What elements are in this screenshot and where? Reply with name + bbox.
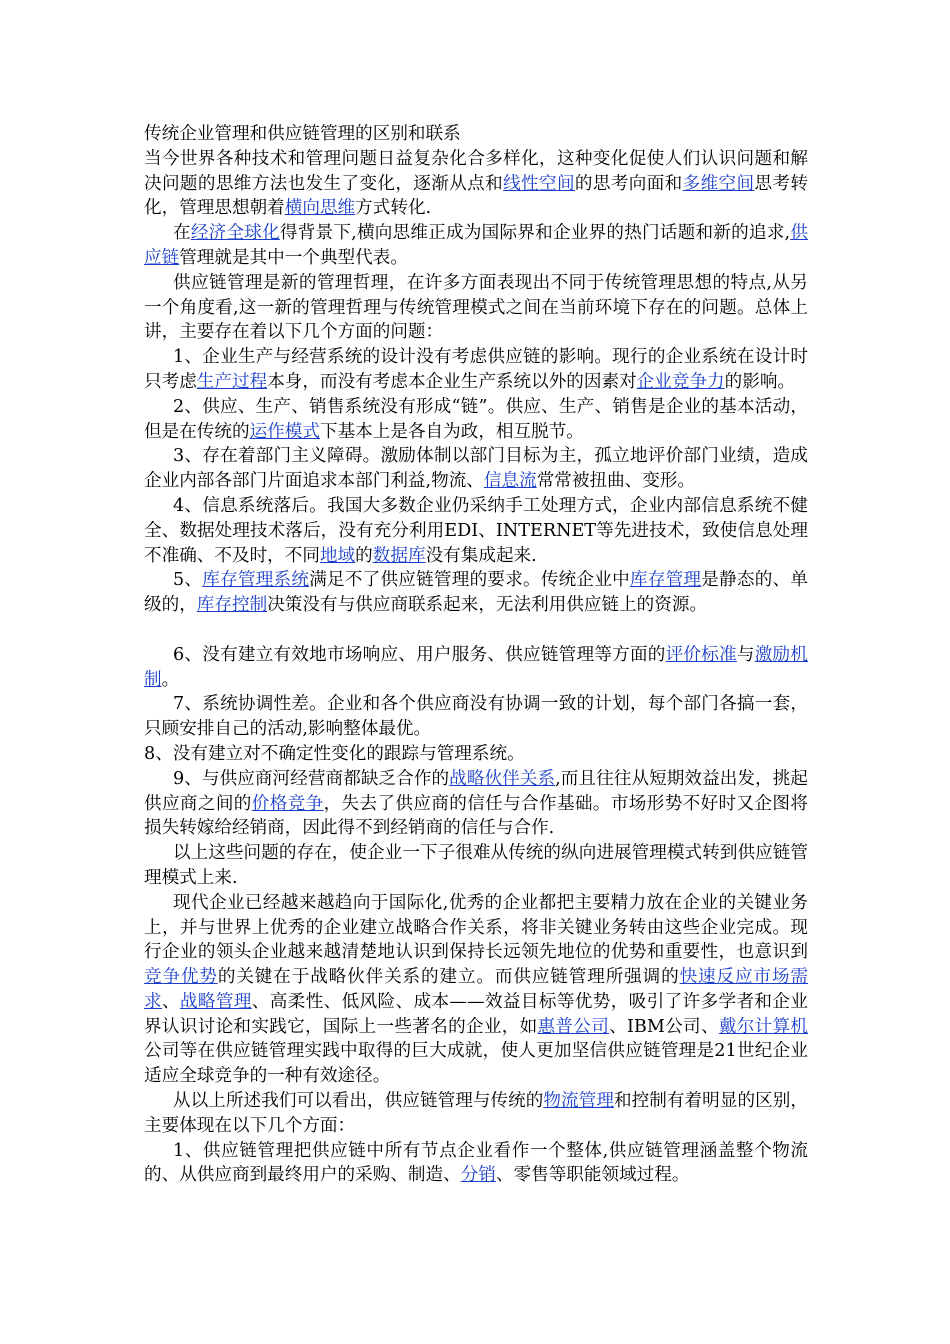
document-body bbox=[144, 122, 808, 1188]
paragraph-text: 3、存在着部门主义障碍。激励体制以部门目标为主，孤立地评价部门业绩，造成企业内部各部门片面追求本部门利益,物流、 bbox=[144, 446, 808, 492]
paragraph bbox=[144, 692, 808, 742]
paragraph-text: 的影响。 bbox=[724, 371, 796, 392]
paragraph bbox=[144, 742, 808, 767]
paragraph bbox=[144, 767, 808, 841]
paragraph bbox=[144, 891, 808, 1089]
paragraph-text: 4、信息系统落后。我国大多数企业仍采纳手工处理方式，企业内部信息系统不健全、数据处理技术落后，没有充分利用EDI、INTERNET等先进技术，致使信息处理不准确、不及时，不同 bbox=[144, 495, 808, 566]
hyperlink[interactable]: 战略管理 bbox=[179, 991, 252, 1012]
paragraph-text: 满足不了供应链管理的要求。传统企业中 bbox=[309, 570, 630, 591]
paragraph bbox=[144, 271, 808, 345]
paragraph bbox=[144, 147, 808, 221]
hyperlink[interactable]: 多维空间 bbox=[682, 173, 755, 194]
paragraph-text: 8、没有建立对不确定性变化的跟踪与管理系统。 bbox=[144, 743, 525, 764]
hyperlink[interactable]: 戴尔计算机 bbox=[718, 1016, 808, 1037]
paragraph-text: 和控制有着明显的区别，主要体现在以下几个方面： bbox=[144, 1091, 808, 1136]
paragraph bbox=[144, 395, 808, 445]
paragraph-text: ，失去了供应商的信任与合作基础。市场形势不好时又企图将损失转嫁给经销商，因此得不到经销商的信任与合作. bbox=[144, 793, 808, 839]
hyperlink[interactable]: 快速反应市场需求 bbox=[144, 967, 808, 1012]
hyperlink[interactable]: 激励机制 bbox=[144, 644, 808, 690]
paragraph-text: 供应链管理是新的管理哲理，在许多方面表现出不同于传统管理思想的特点,从另一个角度看,这一新的管理哲理与传统管理模式之间在当前环境下存在的问题。总体上讲，主要存在着以下几个方面的问题： bbox=[144, 272, 808, 343]
hyperlink[interactable]: 评价标准 bbox=[665, 644, 737, 665]
paragraph bbox=[144, 444, 808, 494]
paragraph-text: 6、没有建立有效地市场响应、用户服务、供应链管理等方面的 bbox=[173, 644, 666, 665]
paragraph-text: 的思考向面和 bbox=[574, 173, 683, 194]
document-title: 传统企业管理和供应链管理的区别和联系 bbox=[144, 124, 461, 144]
paragraph-text: 与 bbox=[736, 644, 755, 665]
hyperlink[interactable]: 地域 bbox=[319, 545, 356, 566]
paragraph-text: 公司等在供应链管理实践中取得的巨大成就，使人更加坚信供应链管理是21世纪企业适应全球竞争的一种有效途径。 bbox=[144, 1041, 808, 1087]
paragraph-text: 以上这些问题的存在，使企业一下子很难从传统的纵向进展管理模式转到供应链管理模式上来. bbox=[144, 843, 808, 888]
hyperlink[interactable]: 信息流 bbox=[483, 471, 537, 492]
hyperlink[interactable]: 线性空间 bbox=[503, 173, 575, 194]
paragraph-text: 本身，而没有考虑本企业生产系统以外的因素对 bbox=[267, 371, 637, 392]
hyperlink[interactable]: 库存管理系统 bbox=[202, 570, 310, 591]
paragraph-text: 从以上所述我们可以看出，供应链管理与传统的 bbox=[173, 1091, 544, 1112]
paragraph-text: 在 bbox=[173, 223, 191, 244]
paragraph-text: 思考转化，管理思想朝着 bbox=[144, 173, 808, 219]
paragraph-text: 、零售等职能领域过程。 bbox=[495, 1165, 690, 1186]
blank-line bbox=[144, 618, 808, 643]
hyperlink[interactable]: 经济全球化 bbox=[190, 223, 280, 244]
hyperlink[interactable]: 惠普公司 bbox=[537, 1016, 610, 1037]
paragraph-list bbox=[144, 147, 808, 1188]
paragraph-text: 1、供应链管理把供应链中所有节点企业看作一个整体,供应链管理涵盖整个物流的、从供应商到最终用户的采购、制造、 bbox=[144, 1140, 808, 1186]
hyperlink[interactable]: 供应链 bbox=[144, 223, 808, 268]
paragraph-text: 当今世界各种技术和管理问题日益复杂化合多样化，这种变化促使人们认识问题和解决问题的思维方法也发生了变化，逐渐从点和 bbox=[144, 148, 808, 194]
paragraph bbox=[144, 568, 808, 618]
paragraph-text: 9、与供应商河经营商都缺乏合作的 bbox=[173, 768, 450, 789]
paragraph-text: 的关键在于战略伙伴关系的建立。而供应链管理所强调的 bbox=[217, 967, 680, 988]
hyperlink[interactable]: 竞争优势 bbox=[144, 967, 218, 988]
paragraph-text: 的 bbox=[355, 545, 373, 566]
hyperlink[interactable]: 分销 bbox=[460, 1165, 496, 1186]
paragraph-text: 、高柔性、低风险、成本——效益目标等优势，吸引了许多学者和企业界认识讨论和实践它，国际上一些著名的企业，如 bbox=[144, 991, 808, 1037]
hyperlink[interactable]: 企业竞争力 bbox=[636, 371, 725, 392]
paragraph-text: 1、企业生产与经营系统的设计没有考虑供应链的影响。现行的企业系统在设计时只考虑 bbox=[144, 347, 808, 392]
hyperlink[interactable]: 数据库 bbox=[372, 545, 426, 566]
paragraph-text: ,而且往往从短期效益出发，挑起供应商之间的 bbox=[144, 768, 808, 814]
paragraph bbox=[144, 643, 808, 693]
paragraph bbox=[144, 221, 808, 271]
paragraph bbox=[144, 494, 808, 568]
hyperlink[interactable]: 库存控制 bbox=[196, 595, 268, 616]
paragraph-text: 7、系统协调性差。企业和各个供应商没有协调一致的计划，每个部门各搞一套，只顾安排自己的活动,影响整体最优。 bbox=[144, 694, 808, 740]
hyperlink[interactable]: 物流管理 bbox=[543, 1091, 614, 1112]
hyperlink[interactable]: 横向思维 bbox=[284, 198, 356, 219]
hyperlink[interactable]: 战略伙伴关系 bbox=[449, 768, 556, 789]
paragraph-text: 2、供应、生产、销售系统没有形成“链”。供应、生产、销售是企业的基本活动，但是在传统的 bbox=[144, 396, 808, 442]
paragraph-text: 决策没有与供应商联系起来，无法利用供应链上的资源。 bbox=[267, 595, 708, 616]
paragraph bbox=[144, 1089, 808, 1139]
hyperlink[interactable]: 价格竞争 bbox=[251, 793, 324, 814]
paragraph-text: 方式转化. bbox=[355, 198, 432, 219]
paragraph-text: 常常被扭曲、变形。 bbox=[536, 471, 696, 492]
paragraph-text: 现代企业已经越来越趋向于国际化,优秀的企业都把主要精力放在企业的关键业务上，并与世界上优秀的企业建立战略合作关系，将非关键业务转由这些企业完成。现行企业的领头企业越来越清楚地认识到保持长远领先地位的优势和重要性，也意识到 bbox=[144, 892, 808, 963]
paragraph bbox=[144, 1139, 808, 1189]
paragraph-text: 得背景下,横向思维正成为国际界和企业界的热门话题和新的追求, bbox=[279, 223, 791, 244]
paragraph bbox=[144, 841, 808, 891]
hyperlink[interactable]: 生产过程 bbox=[196, 371, 268, 392]
paragraph-text: 管理就是其中一个典型代表。 bbox=[179, 247, 408, 268]
paragraph-text: 、 bbox=[161, 991, 180, 1012]
paragraph bbox=[144, 345, 808, 395]
paragraph-text: 、IBM公司、 bbox=[609, 1016, 719, 1037]
paragraph-text: 下基本上是各自为政，相互脱节。 bbox=[319, 421, 584, 442]
paragraph-text: 5、 bbox=[173, 570, 203, 591]
paragraph-text: 没有集成起来. bbox=[425, 545, 537, 566]
paragraph-text: 是静态的、单级的， bbox=[144, 570, 808, 616]
hyperlink[interactable]: 库存管理 bbox=[629, 570, 702, 591]
hyperlink[interactable]: 运作模式 bbox=[249, 421, 320, 442]
paragraph-text: 。 bbox=[161, 669, 180, 690]
